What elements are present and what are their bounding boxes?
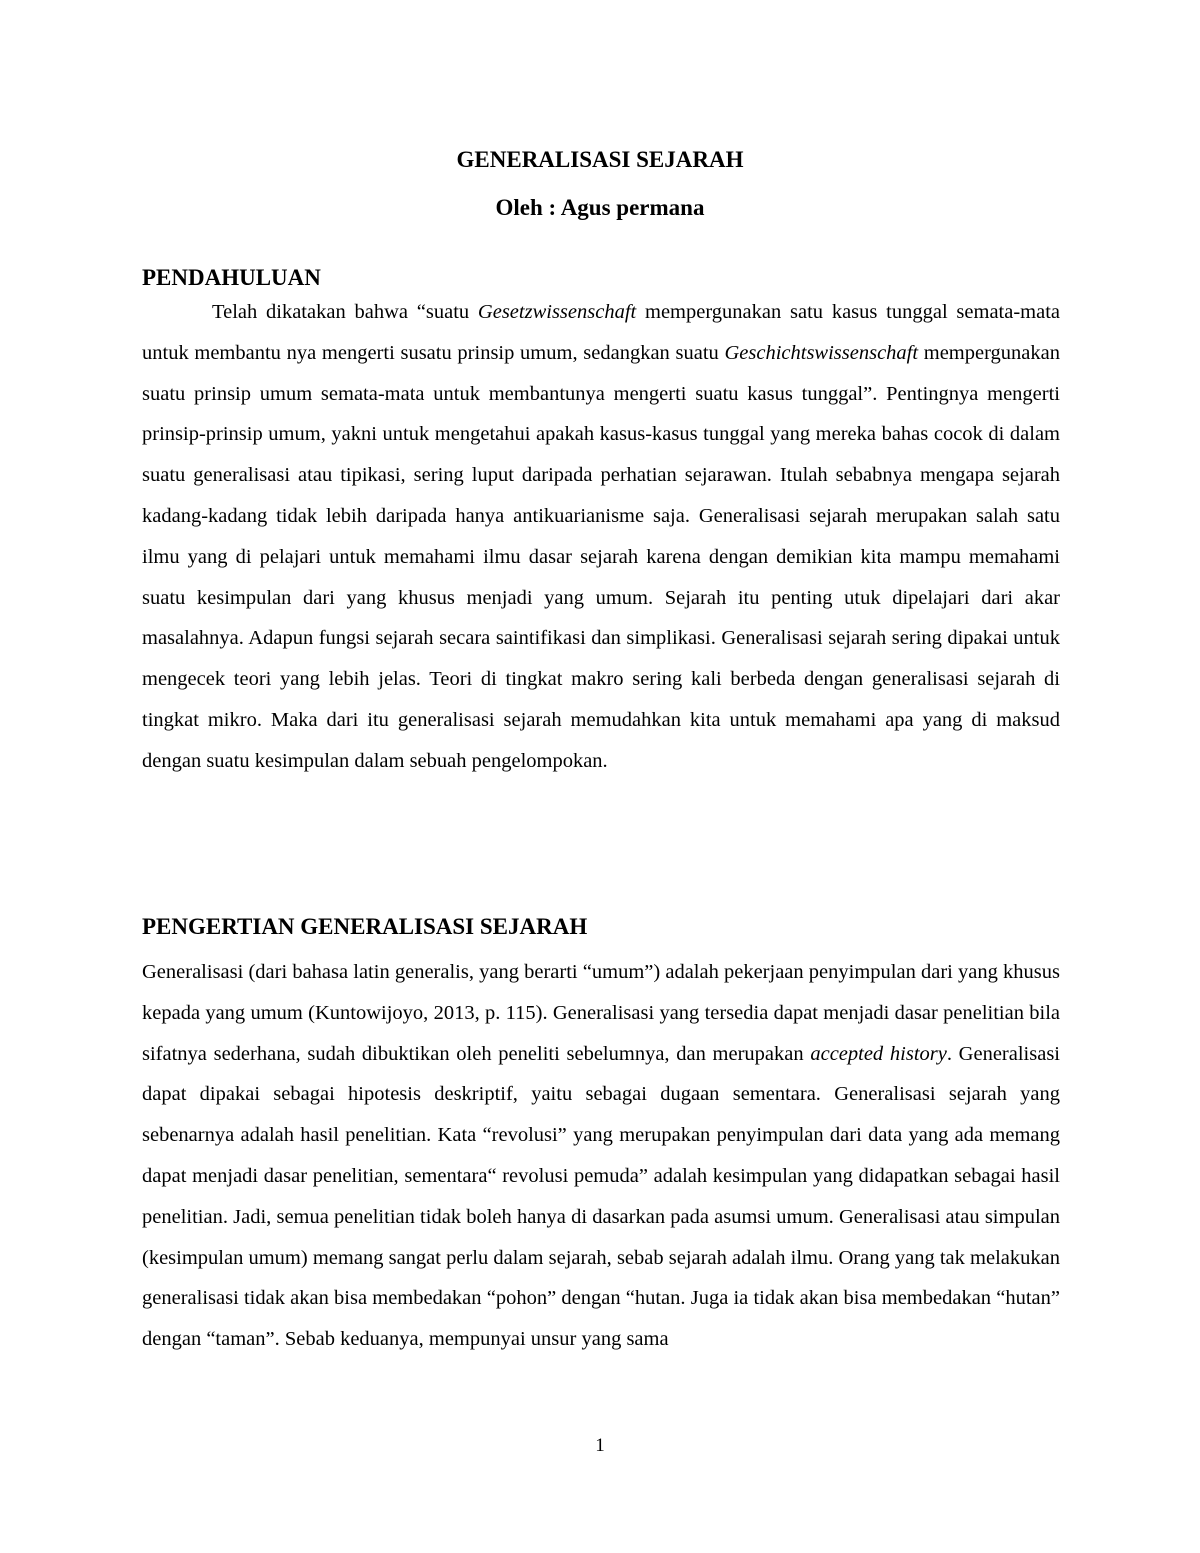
- paragraph-pengertian: [142, 952, 1060, 1360]
- italic-term-gesetzwissenschaft: Gesetzwissenschaft: [477, 301, 637, 323]
- text-run: Generalisasi (dari bahasa latin generalis, yang berarti “umum”) adalah pekerjaan penyimpulan dari yang khusus kepada yang umum (Kuntowijoyo, 2013, p. 115). Generalisasi yang tersedia dapat menjadi dasar penelitian bila sifatnya sederhana, sudah dibuktikan oleh peneliti sebelumnya, dan merupakan: [142, 961, 1060, 1065]
- page-number: 1: [595, 1435, 605, 1456]
- text-run: mempergunakan suatu prinsip umum semata-mata untuk membantunya mengerti suatu kasus tunggal”. Pentingnya mengerti prinsip-prinsip umum, yakni untuk mengetahui apakah kasus-kasus tunggal yang mereka bahas cocok di dalam suatu generalisasi atau tipikasi, sering luput daripada perhatian sejarawan. Itulah sebabnya mengapa sejarah kadang-kadang tidak lebih daripada hanya antikuarianisme saja. Generalisasi sejarah merupakan salah satu ilmu yang di pelajari untuk memahami ilmu dasar sejarah karena dengan demikian kita mampu memahami suatu kesimpulan dari yang khusus menjadi yang umum. Sejarah itu penting utuk dipelajari dari akar masalahnya. Adapun fungsi sejarah secara saintifikasi dan simplikasi. Generalisasi sejarah sering dipakai untuk mengecek teori yang lebih jelas. Teori di tingkat makro sering kali berbeda dengan generalisasi sejarah di tingkat mikro. Maka dari itu generalisasi sejarah memudahkan kita untuk memahami apa yang di maksud dengan suatu kesimpulan dalam sebuah pengelompokan.: [142, 341, 1061, 772]
- author-line: Oleh : Agus permana: [495, 195, 705, 220]
- document-title: GENERALISASI SEJARAH: [456, 147, 744, 172]
- section-heading-pengertian: PENGERTIAN GENERALISASI SEJARAH: [142, 914, 588, 939]
- text-run: mempergunakan satu kasus tunggal semata-mata untuk membantu nya mengerti susatu prinsip umum, sedangkan suatu: [142, 301, 1061, 364]
- italic-term-geschichtswissenschaft: Geschichtswissenschaft: [724, 341, 919, 364]
- section-heading-pendahuluan: PENDAHULUAN: [142, 265, 321, 290]
- text-run: . Generalisasi dapat dipakai sebagai hipotesis deskriptif, yaitu sebagai dugaan sementara. Generalisasi sejarah yang sebenarnya adalah hasil penelitian. Kata “revolusi” yang merupakan penyimpulan dari data yang ada memang dapat menjadi dasar penelitian, sementara“ revolusi pemuda” adalah kesimpulan yang didapatkan sebagai hasil penelitian. Jadi, semua penelitian tidak boleh hanya di dasarkan pada asumsi umum. Generalisasi atau simpulan (kesimpulan umum) memang sangat perlu dalam sejarah, sebab sejarah adalah ilmu. Orang yang tak melakukan generalisasi tidak akan bisa membedakan “pohon” dengan “hutan. Juga ia tidak akan bisa membedakan “hutan” dengan “taman”. Sebab keduanya, mempunyai unsur yang sama: [142, 1042, 1060, 1351]
- text-run: Telah dikatakan bahwa “suatu: [212, 301, 478, 323]
- italic-term-accepted-history: accepted history: [810, 1042, 947, 1065]
- paragraph-pendahuluan: [142, 292, 1060, 782]
